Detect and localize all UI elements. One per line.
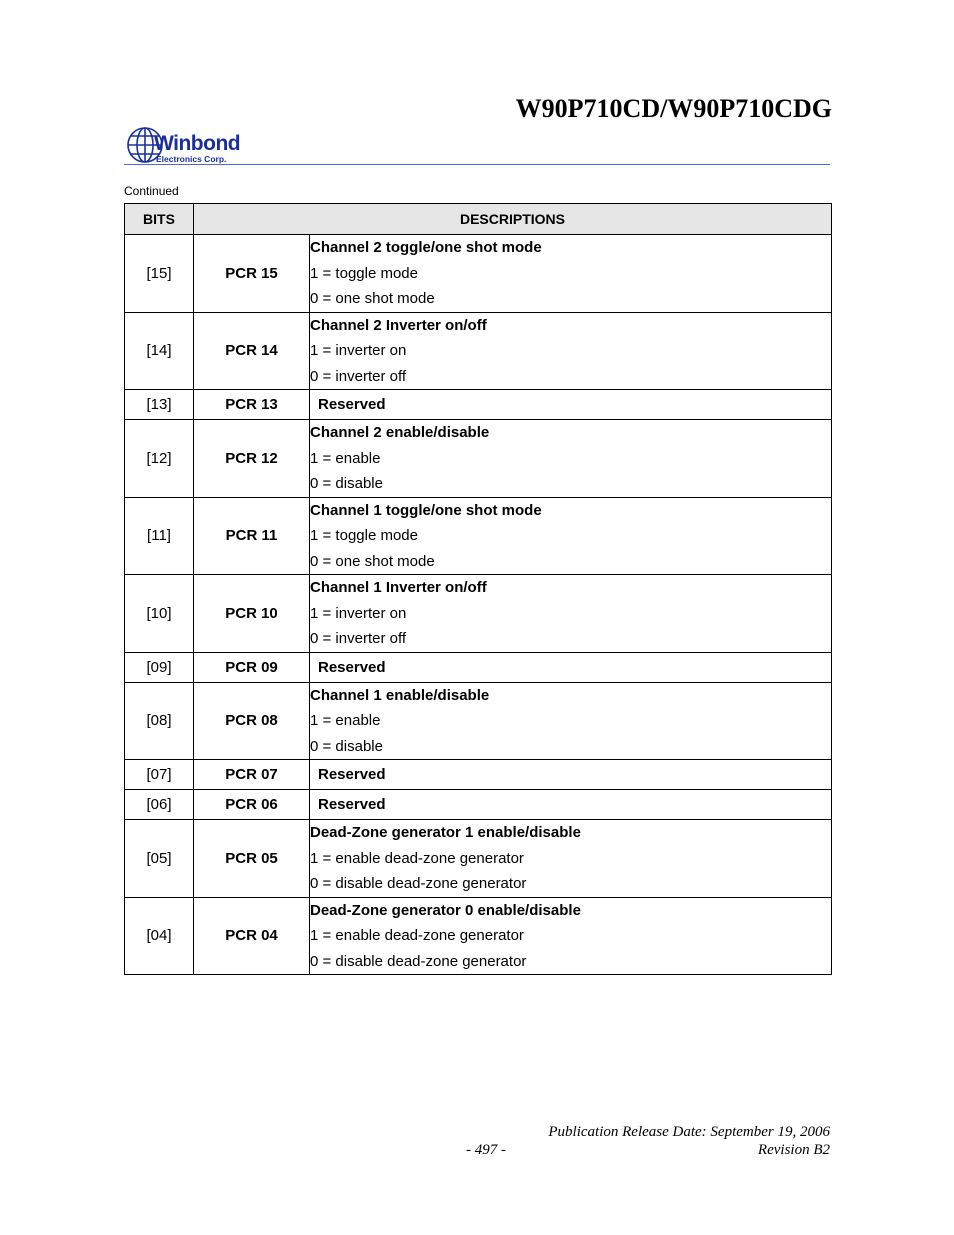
description-heading: Reserved: [318, 396, 386, 413]
description-cell: [310, 820, 832, 898]
table-header-row: [125, 204, 832, 235]
table-row: [125, 312, 832, 390]
description-line: 0 = disable dead-zone generator: [310, 875, 527, 892]
description-line: 1 = inverter on: [310, 342, 407, 359]
description-line: 1 = toggle mode: [310, 264, 418, 282]
field-name-cell: PCR 14: [194, 312, 310, 390]
logo-initial: W: [154, 132, 174, 155]
description-line: 1 = enable: [310, 712, 381, 729]
description-line: 0 = one shot mode: [310, 552, 435, 570]
description-heading: Dead-Zone generator 1 enable/disable: [310, 824, 581, 841]
description-cell: [310, 682, 832, 760]
description-cell: [310, 312, 832, 390]
field-name-cell: PCR 09: [194, 652, 310, 682]
table-row: [125, 497, 832, 575]
table-row: [125, 420, 832, 498]
table-row: [125, 790, 832, 820]
logo-subtitle: Electronics Corp.: [156, 154, 227, 164]
bits-cell: [10]: [125, 575, 194, 653]
description-heading: Reserved: [318, 766, 386, 783]
description-line: 1 = inverter on: [310, 604, 407, 622]
description-cell: [310, 420, 832, 498]
field-name-cell: PCR 12: [194, 420, 310, 498]
register-table: [124, 203, 832, 975]
table-row: [125, 897, 832, 975]
table-row: [125, 235, 832, 313]
description-cell: [310, 790, 832, 820]
description-heading: Reserved: [318, 796, 386, 813]
description-heading: Channel 1 toggle/one shot mode: [310, 501, 542, 519]
field-name-cell: PCR 11: [194, 497, 310, 575]
table-row: [125, 575, 832, 653]
table-row: [125, 760, 832, 790]
field-name-cell: PCR 07: [194, 760, 310, 790]
publication-date: Publication Release Date: September 19, 2006: [548, 1124, 830, 1140]
description-line: 1 = enable dead-zone generator: [310, 849, 524, 867]
description-line: 0 = disable: [310, 475, 383, 492]
table-row: [125, 390, 832, 420]
description-line: 0 = inverter off: [310, 367, 407, 385]
page-number: - 497 -: [466, 1142, 506, 1158]
description-cell: [310, 897, 832, 975]
description-heading: Channel 2 Inverter on/off: [310, 316, 487, 334]
bits-cell: [09]: [125, 652, 194, 682]
field-name-cell: PCR 15: [194, 235, 310, 313]
description-line: 1 = enable: [310, 449, 381, 467]
bits-cell: [13]: [125, 390, 194, 420]
description-heading: Reserved: [318, 658, 386, 676]
description-heading: Dead-Zone generator 0 enable/disable: [310, 901, 581, 919]
descriptions-header: DESCRIPTIONS: [194, 204, 832, 235]
field-name-cell: PCR 06: [194, 790, 310, 820]
bits-cell: [15]: [125, 235, 194, 313]
field-name-cell: PCR 04: [194, 897, 310, 975]
logo-wordmark: [154, 132, 240, 156]
description-line: 0 = inverter off: [310, 630, 407, 647]
description-line: 0 = disable: [310, 737, 383, 755]
table-row: [125, 682, 832, 760]
header-rule: [124, 164, 830, 165]
field-name-cell: PCR 08: [194, 682, 310, 760]
description-heading: Channel 1 Inverter on/off: [310, 579, 487, 596]
description-cell: [310, 390, 832, 420]
bits-cell: [06]: [125, 790, 194, 820]
bits-cell: [05]: [125, 820, 194, 898]
field-name-cell: PCR 10: [194, 575, 310, 653]
description-cell: [310, 497, 832, 575]
description-heading: Channel 2 enable/disable: [310, 424, 490, 441]
bits-header: BITS: [125, 204, 194, 235]
description-line: 1 = toggle mode: [310, 527, 418, 544]
table-row: [125, 652, 832, 682]
description-heading: Channel 2 toggle/one shot mode: [310, 239, 542, 256]
description-cell: [310, 235, 832, 313]
bits-cell: [11]: [125, 497, 194, 575]
bits-cell: [04]: [125, 897, 194, 975]
field-name-cell: PCR 13: [194, 390, 310, 420]
bits-cell: [12]: [125, 420, 194, 498]
bits-cell: [14]: [125, 312, 194, 390]
bits-cell: [07]: [125, 760, 194, 790]
description-cell: [310, 575, 832, 653]
description-line: 0 = one shot mode: [310, 290, 435, 307]
logo-wordmark-rest: inbond: [173, 132, 241, 155]
revision: Revision B2: [757, 1142, 830, 1158]
description-heading: Channel 1 enable/disable: [310, 686, 490, 704]
continued-label: Continued: [124, 184, 179, 198]
table-row: [125, 820, 832, 898]
field-name-cell: PCR 05: [194, 820, 310, 898]
bits-cell: [08]: [125, 682, 194, 760]
description-cell: [310, 760, 832, 790]
document-title: W90P710CD/W90P710CDG: [515, 94, 832, 123]
description-line: 1 = enable dead-zone generator: [310, 927, 524, 944]
description-cell: [310, 652, 832, 682]
description-line: 0 = disable dead-zone generator: [310, 952, 527, 970]
